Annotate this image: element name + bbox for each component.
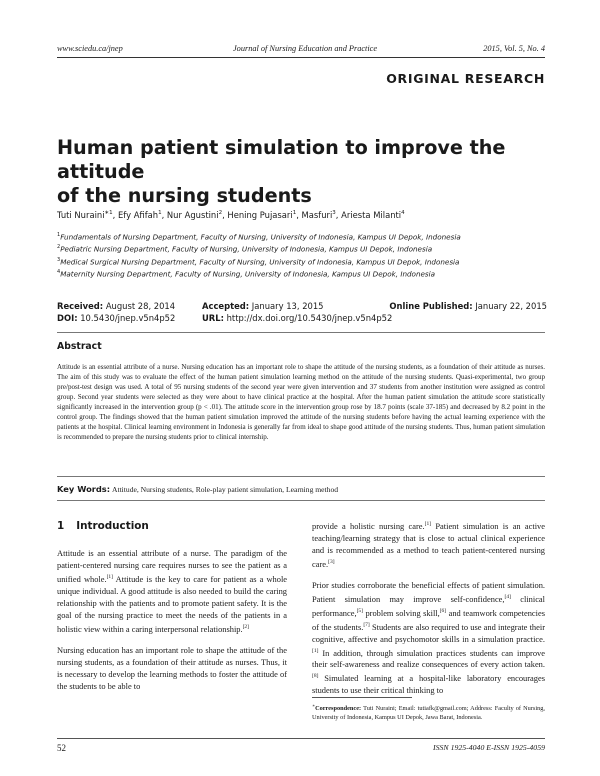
author-name: Masfuri bbox=[301, 210, 333, 220]
citation[interactable]: [6] bbox=[439, 608, 447, 615]
citation[interactable]: [2] bbox=[242, 623, 250, 630]
author-name: Nur Agustini bbox=[166, 210, 219, 220]
author-affil-mark: ∗1 bbox=[104, 210, 113, 217]
author-affil-mark: 2 bbox=[218, 210, 223, 217]
title-line-1: Human patient simulation to improve the attitude bbox=[57, 136, 506, 183]
divider bbox=[57, 332, 545, 333]
author-name: Ariesta Milanti bbox=[341, 210, 402, 220]
section-heading bbox=[57, 520, 149, 532]
abstract-heading: Abstract bbox=[57, 341, 102, 352]
abstract-text: Attitude is an essential attribute of a nurse. Nursing education has an important role to shape the attitude of the nursing students, as a foundation of their attitude as nurses. The aim of this study was to evaluate the effect of the human patient simulation learning method on the attitude of the nursing students. Quasi-experimental, two group pre/post-test design was used. A total of 95 nursing students of the second year were given intervention and 37 students from another institution were assigned as control group. Second year students were selected as they were about to have clinical practice at the hospital. After the human patient simulation the attitude score statistically significantly increased in the intervention group (p < .01). The attitude score in the intervention group rose by 18.7 points (scale 37-185) and decreased by 8.2 point in the control group. The findings showed that the human patient simulation improved the attitude of the nursing students before having the actual learning experience with the patients at the hospital. Clinical learning environment in Indonesia is generally far from ideal to shape good attitude of the nursing students. Thus, human patient simulation is recommended to prepare the nursing students prior to clinical internship. bbox=[57, 363, 545, 442]
running-header bbox=[57, 44, 545, 56]
issn: ISSN 1925-4040 E-ISSN 1925-4059 bbox=[433, 743, 545, 752]
citation[interactable]: [5] bbox=[356, 608, 363, 615]
author-name: Efy Afifah bbox=[117, 210, 159, 220]
doi: DOI: 10.5430/jnep.v5n4p52 bbox=[57, 313, 176, 323]
received-date: Received: August 28, 2014 bbox=[57, 301, 176, 311]
journal-name: Journal of Nursing Education and Practice bbox=[233, 44, 378, 53]
paragraph: Nursing education has an important role to shape the attitude of the nursing students, as a foundation of their attitude as nurses. Thus, it is necessary to develop the learning methods to foster the attitude of the students to be able to bbox=[57, 645, 287, 692]
footnote-label: Correspondence: bbox=[315, 705, 362, 713]
affiliation-item: $^4$Maternity Nursing Department, Faculty of Nursing, University of Indonesia, Kampus UI Depok, Indonesia bbox=[57, 269, 436, 279]
journal-volume: 2015, Vol. 5, No. 4 bbox=[483, 44, 545, 53]
citation[interactable]: [1] bbox=[312, 647, 319, 654]
author-name: Tuti Nuraini bbox=[57, 210, 105, 220]
citation[interactable]: [8] bbox=[312, 673, 319, 680]
author-affil-mark: 1 bbox=[292, 210, 297, 217]
title-line-2: of the nursing students bbox=[57, 184, 312, 207]
section-title: Introduction bbox=[76, 520, 149, 532]
accepted-date: Accepted: January 13, 2015 bbox=[202, 301, 324, 311]
citation[interactable]: [7] bbox=[363, 621, 370, 628]
keywords-text: Attitude, Nursing students, Role-play patient simulation, Learning method bbox=[111, 485, 339, 494]
citation[interactable]: [4] bbox=[504, 594, 511, 601]
affiliation-item: $^2$Pediatric Nursing Department, Faculty of Nursing, University of Indonesia, Kampus UI Depok, Indonesia bbox=[57, 244, 433, 254]
paragraph: provide a holistic nursing care.[1] Patient simulation is an active teaching/learning strategy that is close to actual clinical experience and is recommended as a method to teach patient-centered nursing care.[3] bbox=[312, 520, 545, 569]
divider bbox=[57, 476, 545, 477]
citation[interactable]: [1] bbox=[106, 573, 114, 580]
paragraph: Attitude is an essential attribute of a nurse. The paradigm of the patient-centered nursing care requires nurses to see the patient as a unified whole.[1] Attitude is the key to care for patient as a whole unique individual. A good attitude is also needed to build the caring relationship with the patients and to promote patient safety. It is the goal of the nursing practice to meet the needs of the patients in a holistic view within a caring interpersonal relationship.[2] bbox=[57, 548, 288, 634]
author-list: Tuti Nuraini$^{∗1}$, Efy Afifah$^1$, Nur Agustini$^2$, Hening Pujasari$^1$, Masfuri$^3$, Ariesta Milanti$^4$ bbox=[57, 210, 405, 220]
citation[interactable]: [1] bbox=[424, 521, 432, 527]
affiliation-item: $^3$Medical Surgical Nursing Department, Faculty of Nursing, University of Indonesia, Kampus UI Depok, Indonesia bbox=[57, 256, 460, 267]
keywords bbox=[57, 484, 338, 494]
page-number: 52 bbox=[57, 743, 66, 753]
author-affil-mark: 1 bbox=[158, 210, 162, 217]
footer-rule bbox=[57, 738, 545, 739]
footnote-rule bbox=[312, 697, 412, 698]
article-url[interactable]: URL: http://dx.doi.org/10.5430/jnep.v5n4p52 bbox=[202, 313, 393, 323]
section-tag: ORIGINAL RESEARCH bbox=[386, 71, 545, 86]
divider bbox=[57, 500, 545, 501]
section-number: 1 bbox=[57, 520, 65, 532]
footnote-text: Tuti Nuraini; Email: tutiafk@gmail.com; Address: Faculty of Nursing, University of Indonesia, Kampus UI Depok, Jawa Barat, Indonesia. bbox=[312, 705, 545, 722]
body-column-left bbox=[57, 548, 287, 693]
journal-website[interactable]: www.sciedu.ca/jnep bbox=[57, 44, 123, 53]
author-affil-mark: 3 bbox=[332, 210, 336, 217]
affiliation-list bbox=[57, 230, 547, 280]
keywords-label: Key Words: bbox=[57, 484, 111, 494]
header-rule bbox=[57, 57, 545, 58]
online-date: Online Published: January 22, 2015 bbox=[389, 301, 547, 311]
author-affil-mark: 4 bbox=[401, 210, 405, 217]
citation[interactable]: [3] bbox=[328, 558, 335, 565]
article-title bbox=[57, 136, 547, 208]
correspondence-footnote: ∗Correspondence: Tuti Nuraini; Email: tutiafk@gmail.com; Address: Faculty of Nursing, University of Indonesia, Kampus UI Depok, Jawa Barat, Indonesia. bbox=[312, 703, 545, 722]
affiliation-item: $^1$Fundamentals of Nursing Department, Faculty of Nursing, University of Indonesia, Kampus UI Depok, Indonesia bbox=[57, 232, 461, 242]
body-column-right bbox=[312, 519, 545, 697]
paragraph: Prior studies corroborate the beneficial effects of patient simulation. Patient simulation may improve self-confidence,[4] clinical performance,[5] problem solving skill,[6] and teamwork competencies of the students.[7] Students are also required to use and integrate their cognitive, affective and psychomotor skills in a simulation practice.[1] In addition, through simulation practices students can improve their self-awareness and realize consequences of every action taken.[8] Simulated learning at a hospital-like laboratory encourages students to use their critical thinking to bbox=[312, 580, 545, 696]
author-name: Hening Pujasari bbox=[227, 210, 293, 220]
